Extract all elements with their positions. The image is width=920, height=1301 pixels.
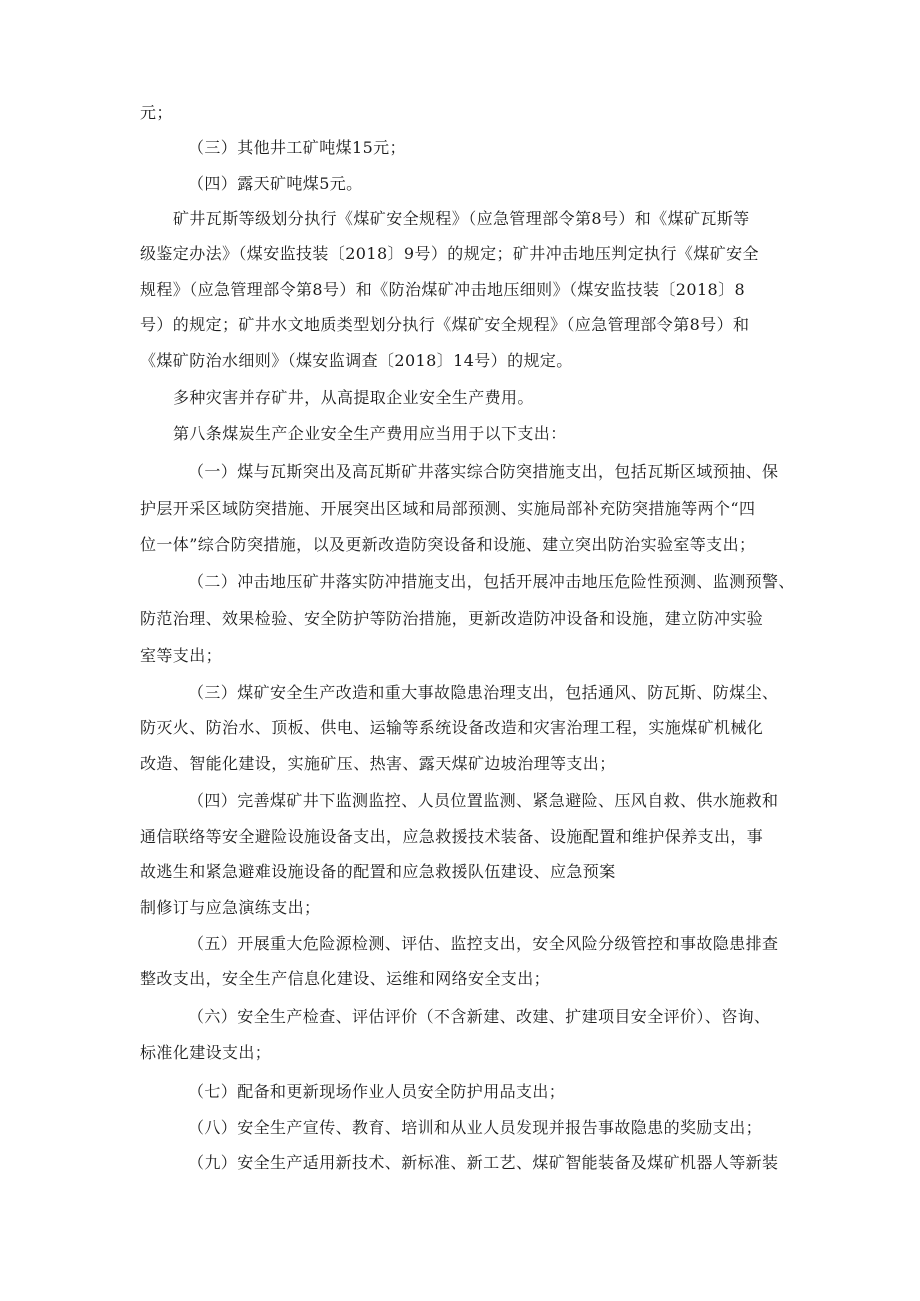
text-line: 防灭火、防治水、顶板、供电、运输等系统设备改造和灾害治理工程，实施煤矿机械化: [140, 718, 764, 737]
text-line: 通信联络等安全避险设施设备支出，应急救援技术装备、设施配置和维护保养支出，事: [140, 827, 764, 846]
text-line: （四）完善煤矿井下监测监控、人员位置监测、紧急避险、压风自救、供水施救和: [188, 791, 779, 810]
text-line: （三）其他井工矿吨煤15元；: [188, 138, 406, 157]
text-line: 规程》（应急管理部令第8号）和《防治煤矿冲击地压细则》（煤安监技装〔2018〕8: [140, 280, 746, 299]
text-line: 改造、智能化建设，实施矿压、热害、露天煤矿边坡治理等支出；: [140, 754, 616, 773]
text-line: 故逃生和紧急避难设施设备的配置和应急救援队伍建设、应急预案: [140, 862, 616, 881]
text-line: 标准化建设支出；: [140, 1043, 272, 1062]
text-line: 矿井瓦斯等级划分执行《煤矿安全规程》（应急管理部令第8号）和《煤矿瓦斯等: [173, 209, 750, 228]
text-line: 室等支出；: [140, 646, 223, 665]
text-line: 制修订与应急演练支出；: [140, 898, 321, 917]
text-line: （一）煤与瓦斯突出及高瓦斯矿井落实综合防突措施支出，包括瓦斯区域预抽、保: [188, 462, 779, 481]
text-line: （七）配备和更新现场作业人员安全防护用品支出；: [188, 1082, 566, 1101]
text-line: 级鉴定办法》（煤安监技装〔2018〕9号）的规定；矿井冲击地压判定执行《煤矿安全: [140, 244, 759, 263]
text-line: （八）安全生产宣传、教育、培训和从业人员发现并报告事故隐患的奖励支出；: [188, 1118, 763, 1137]
text-line: 防范治理、效果检验、安全防护等防治措施，更新改造防冲设备和设施，建立防冲实验: [140, 609, 764, 628]
text-line: （四）露天矿吨煤5元。: [188, 174, 363, 193]
text-line: （九）安全生产适用新技术、新标准、新工艺、煤矿智能装备及煤矿机器人等新装: [188, 1153, 779, 1172]
text-line: 护层开采区域防突措施、开展突出区域和局部预测、实施局部补充防突措施等两个“四: [140, 499, 756, 518]
text-line: （六）安全生产检查、评估评价（不含新建、改建、扩建项目安全评价）、咨询、: [188, 1007, 771, 1026]
text-line: （三）煤矿安全生产改造和重大事故隐患治理支出，包括通风、防瓦斯、防煤尘、: [188, 683, 779, 702]
text-line: 多种灾害并存矿井，从高提取企业安全生产费用。: [173, 388, 534, 407]
text-line: 整改支出，安全生产信息化建设、运维和网络安全支出；: [140, 969, 551, 988]
text-line: （二）冲击地压矿井落实防冲措施支出，包括开展冲击地压危险性预测、监测预警、: [188, 572, 795, 591]
text-line: （五）开展重大危险源检测、评估、监控支出，安全风险分级管控和事故隐患排查: [188, 934, 779, 953]
text-line: 号）的规定；矿井水文地质类型划分执行《煤矿安全规程》（应急管理部令第8号）和: [140, 315, 750, 334]
text-line: 《煤矿防治水细则》（煤安监调查〔2018〕14号）的规定。: [140, 351, 573, 370]
text-line: 位一体”综合防突措施，以及更新改造防突设备和设施、建立突出防治实验室等支出；: [140, 535, 756, 554]
text-line: 元；: [140, 103, 173, 122]
text-line: 第八条煤炭生产企业安全生产费用应当用于以下支出：: [173, 424, 567, 443]
